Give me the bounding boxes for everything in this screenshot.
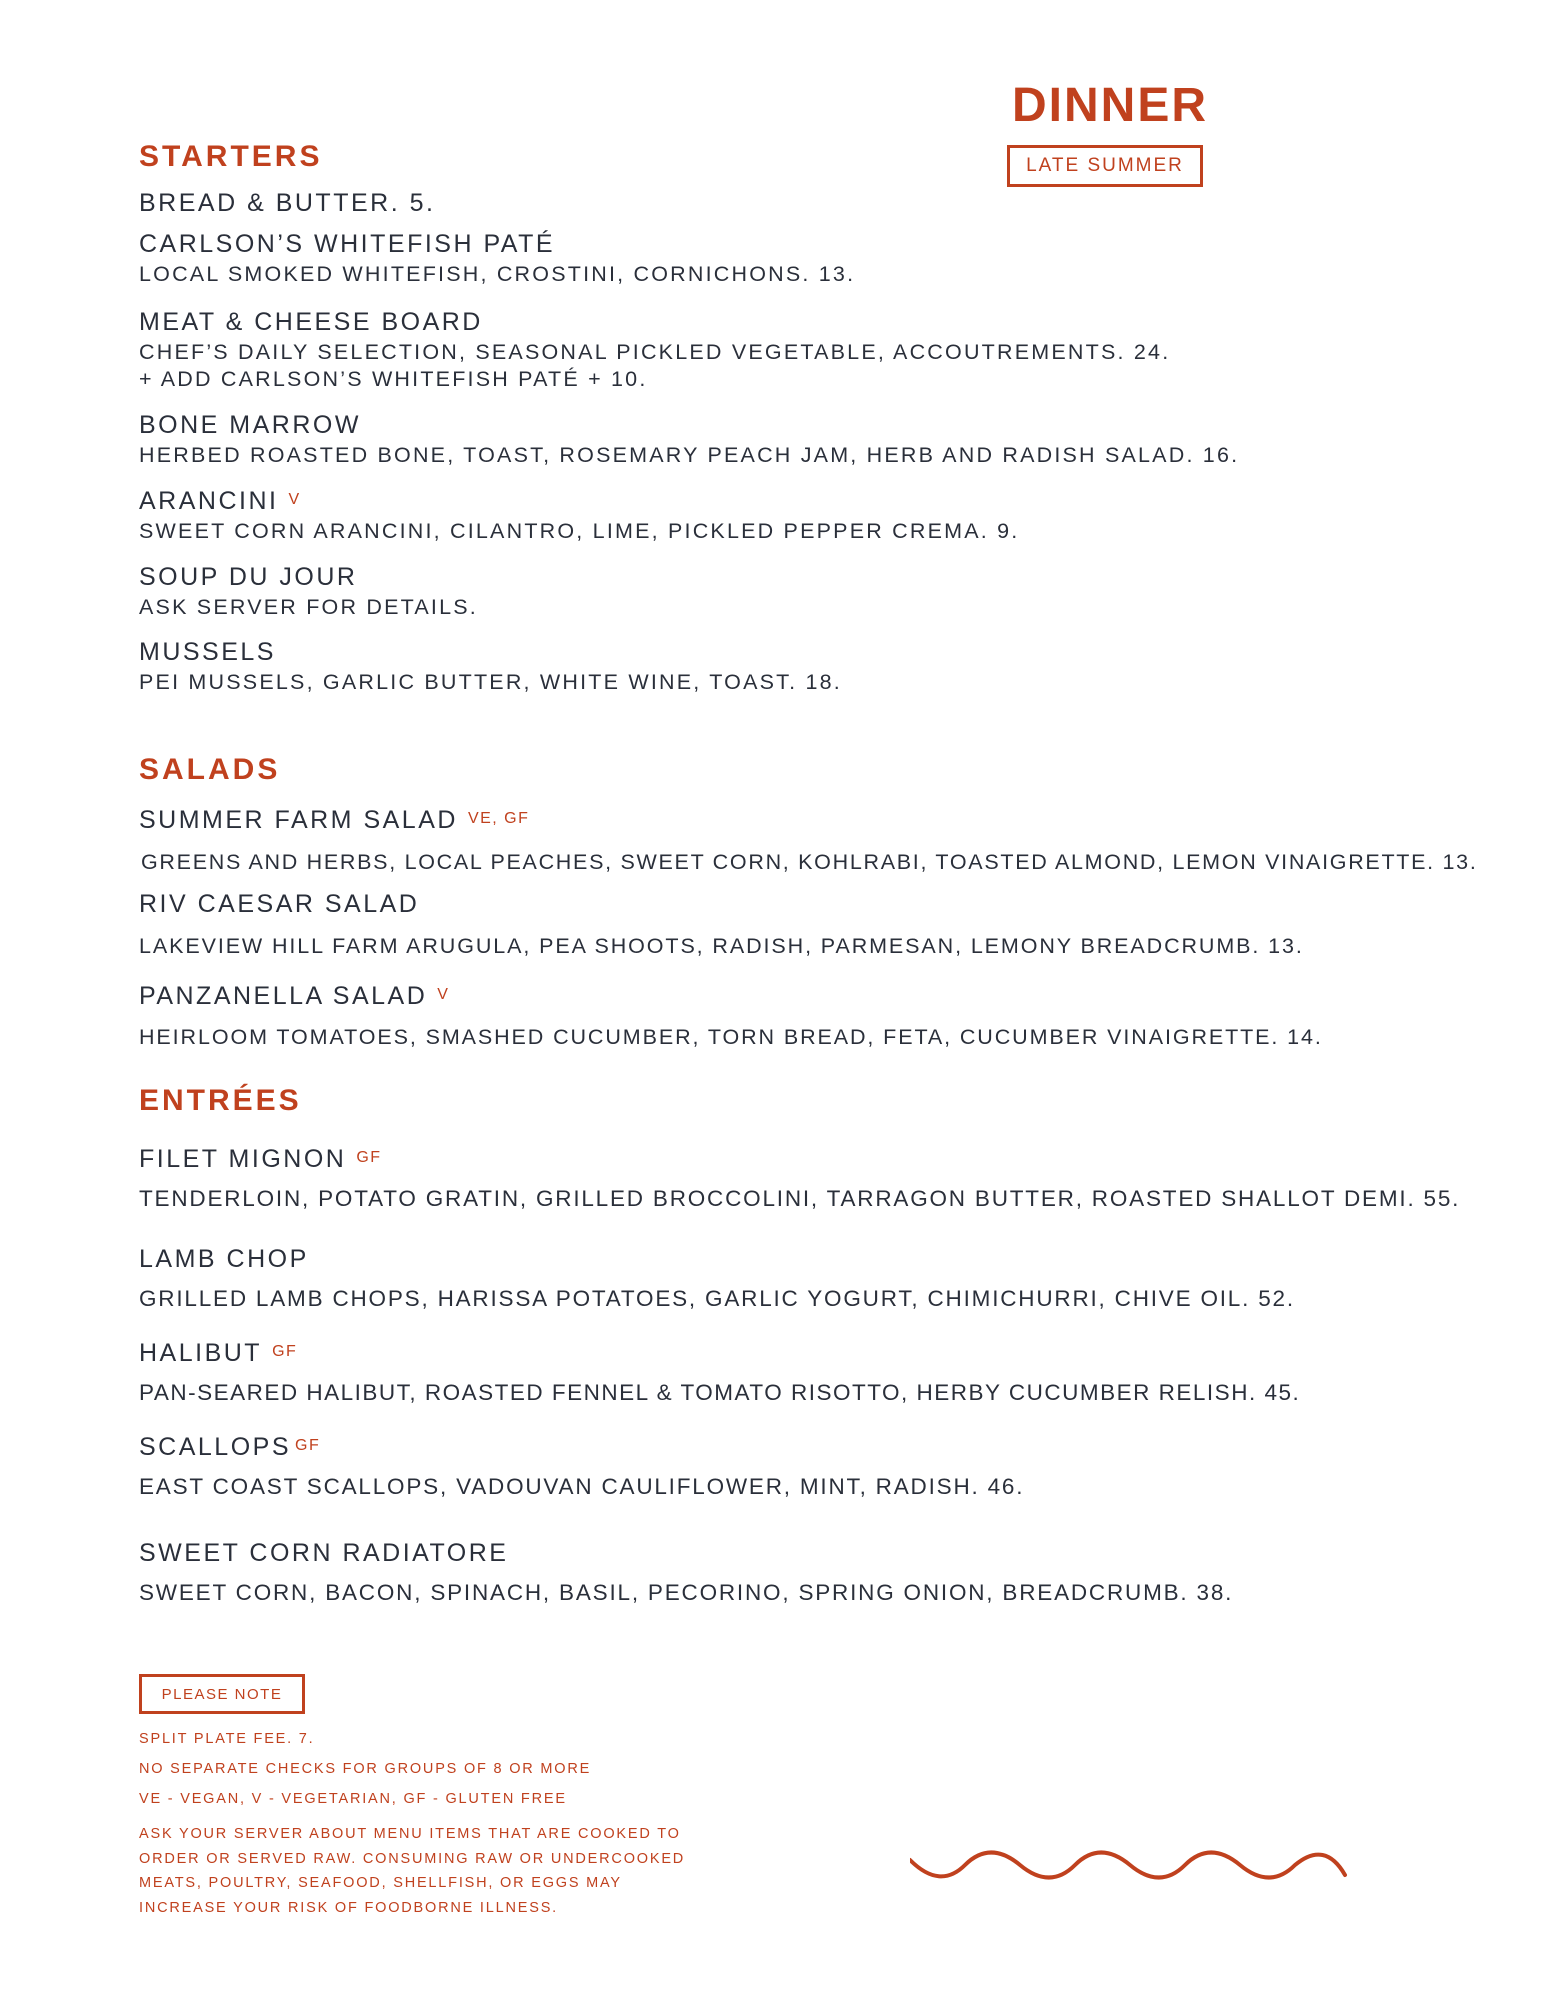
note-raw-warning-line: ASK YOUR SERVER ABOUT MENU ITEMS THAT ARE COOKED TO <box>139 1826 681 1842</box>
salad-summer-farm-name <box>139 806 529 835</box>
starter-arancini-label: ARANCINI <box>139 487 279 515</box>
vegetarian-tag: V <box>437 986 450 1003</box>
menu-title: DINNER <box>1011 79 1208 132</box>
note-raw-warning-line: MEATS, POULTRY, SEAFOOD, SHELLFISH, OR EGGS MAY <box>139 1875 622 1891</box>
starter-bone-marrow-desc: HERBED ROASTED BONE, TOAST, ROSEMARY PEACH JAM, HERB AND RADISH SALAD. 16. <box>139 443 1240 467</box>
salad-summer-farm-label: SUMMER FARM SALAD <box>139 806 458 834</box>
wave-ornament <box>910 1840 1350 1890</box>
starter-soup-desc: ASK SERVER FOR DETAILS. <box>139 595 478 619</box>
starter-bone-marrow-name: BONE MARROW <box>139 411 361 439</box>
entree-halibut-desc: PAN-SEARED HALIBUT, ROASTED FENNEL & TOMATO RISOTTO, HERBY CUCUMBER RELISH. 45. <box>139 1380 1301 1405</box>
salad-summer-farm-desc: GREENS AND HERBS, LOCAL PEACHES, SWEET CORN, KOHLRABI, TOASTED ALMOND, LEMON VINAIGRETTE. 13. <box>141 850 1478 874</box>
please-note-badge <box>139 1674 305 1714</box>
salad-panzanella-label: PANZANELLA SALAD <box>139 982 428 1010</box>
gluten-free-tag: GF <box>356 1149 382 1166</box>
entree-lamb-desc: GRILLED LAMB CHOPS, HARISSA POTATOES, GARLIC YOGURT, CHIMICHURRI, CHIVE OIL. 52. <box>139 1286 1295 1311</box>
entree-scallops-desc: EAST COAST SCALLOPS, VADOUVAN CAULIFLOWER, MINT, RADISH. 46. <box>139 1474 1025 1499</box>
entree-filet-label: FILET MIGNON <box>139 1145 347 1173</box>
entrees-heading: ENTRÉES <box>139 1084 302 1117</box>
gluten-free-tag: GF <box>295 1437 321 1454</box>
starter-whitefish-desc: LOCAL SMOKED WHITEFISH, CROSTINI, CORNICHONS. 13. <box>139 262 856 286</box>
salad-caesar-desc: LAKEVIEW HILL FARM ARUGULA, PEA SHOOTS, RADISH, PARMESAN, LEMONY BREADCRUMB. 13. <box>139 934 1304 958</box>
salad-panzanella-name <box>139 982 449 1011</box>
entree-radiatore-desc: SWEET CORN, BACON, SPINACH, BASIL, PECORINO, SPRING ONION, BREADCRUMB. 38. <box>139 1580 1234 1605</box>
salads-heading: SALADS <box>139 753 281 786</box>
starter-meat-cheese-name: MEAT & CHEESE BOARD <box>139 308 483 336</box>
salad-caesar-name: RIV CAESAR SALAD <box>139 890 420 918</box>
entree-radiatore-name: SWEET CORN RADIATORE <box>139 1539 509 1567</box>
vegan-gluten-free-tag: VE, GF <box>467 810 530 827</box>
entree-halibut-name <box>139 1339 297 1368</box>
entree-scallops-name <box>139 1433 320 1462</box>
season-badge <box>1007 145 1203 187</box>
note-raw-warning-line: ORDER OR SERVED RAW. CONSUMING RAW OR UNDERCOOKED <box>139 1850 686 1867</box>
please-note-label: PLEASE NOTE <box>161 1685 283 1703</box>
starter-soup-name: SOUP DU JOUR <box>139 563 358 591</box>
note-separate-checks: NO SEPARATE CHECKS FOR GROUPS OF 8 OR MORE <box>139 1761 592 1777</box>
note-raw-warning <box>139 1822 685 1920</box>
starter-bread-butter: BREAD & BUTTER. 5. <box>139 189 436 217</box>
salad-panzanella-desc: HEIRLOOM TOMATOES, SMASHED CUCUMBER, TORN BREAD, FETA, CUCUMBER VINAIGRETTE. 14. <box>139 1025 1323 1049</box>
entree-halibut-label: HALIBUT <box>139 1339 263 1367</box>
starter-meat-cheese-desc: CHEF’S DAILY SELECTION, SEASONAL PICKLED VEGETABLE, ACCOUTREMENTS. 24. <box>139 340 1171 364</box>
vegetarian-tag: V <box>288 491 301 508</box>
starter-meat-cheese-addon: + ADD CARLSON’S WHITEFISH PATÉ + 10. <box>139 367 648 391</box>
starter-mussels-name: MUSSELS <box>139 638 276 666</box>
season-label: LATE SUMMER <box>1026 155 1184 176</box>
note-split-plate: SPLIT PLATE FEE. 7. <box>139 1731 315 1747</box>
starter-whitefish-name: CARLSON’S WHITEFISH PATÉ <box>139 230 556 258</box>
gluten-free-tag: GF <box>272 1343 298 1360</box>
entree-filet-desc: TENDERLOIN, POTATO GRATIN, GRILLED BROCCOLINI, TARRAGON BUTTER, ROASTED SHALLOT DEMI. 55. <box>139 1186 1461 1211</box>
starters-heading: STARTERS <box>139 140 323 173</box>
entree-scallops-label: SCALLOPS <box>139 1433 292 1461</box>
entree-filet-name <box>139 1145 382 1174</box>
starter-arancini-desc: SWEET CORN ARANCINI, CILANTRO, LIME, PICKLED PEPPER CREMA. 9. <box>139 519 1020 543</box>
note-dietary-legend: VE - VEGAN, V - VEGETARIAN, GF - GLUTEN FREE <box>139 1791 567 1807</box>
entree-lamb-name: LAMB CHOP <box>139 1245 309 1273</box>
starter-mussels-desc: PEI MUSSELS, GARLIC BUTTER, WHITE WINE, TOAST. 18. <box>139 670 842 694</box>
starter-arancini-name <box>139 487 301 516</box>
note-raw-warning-line: INCREASE YOUR RISK OF FOODBORNE ILLNESS. <box>139 1899 559 1916</box>
